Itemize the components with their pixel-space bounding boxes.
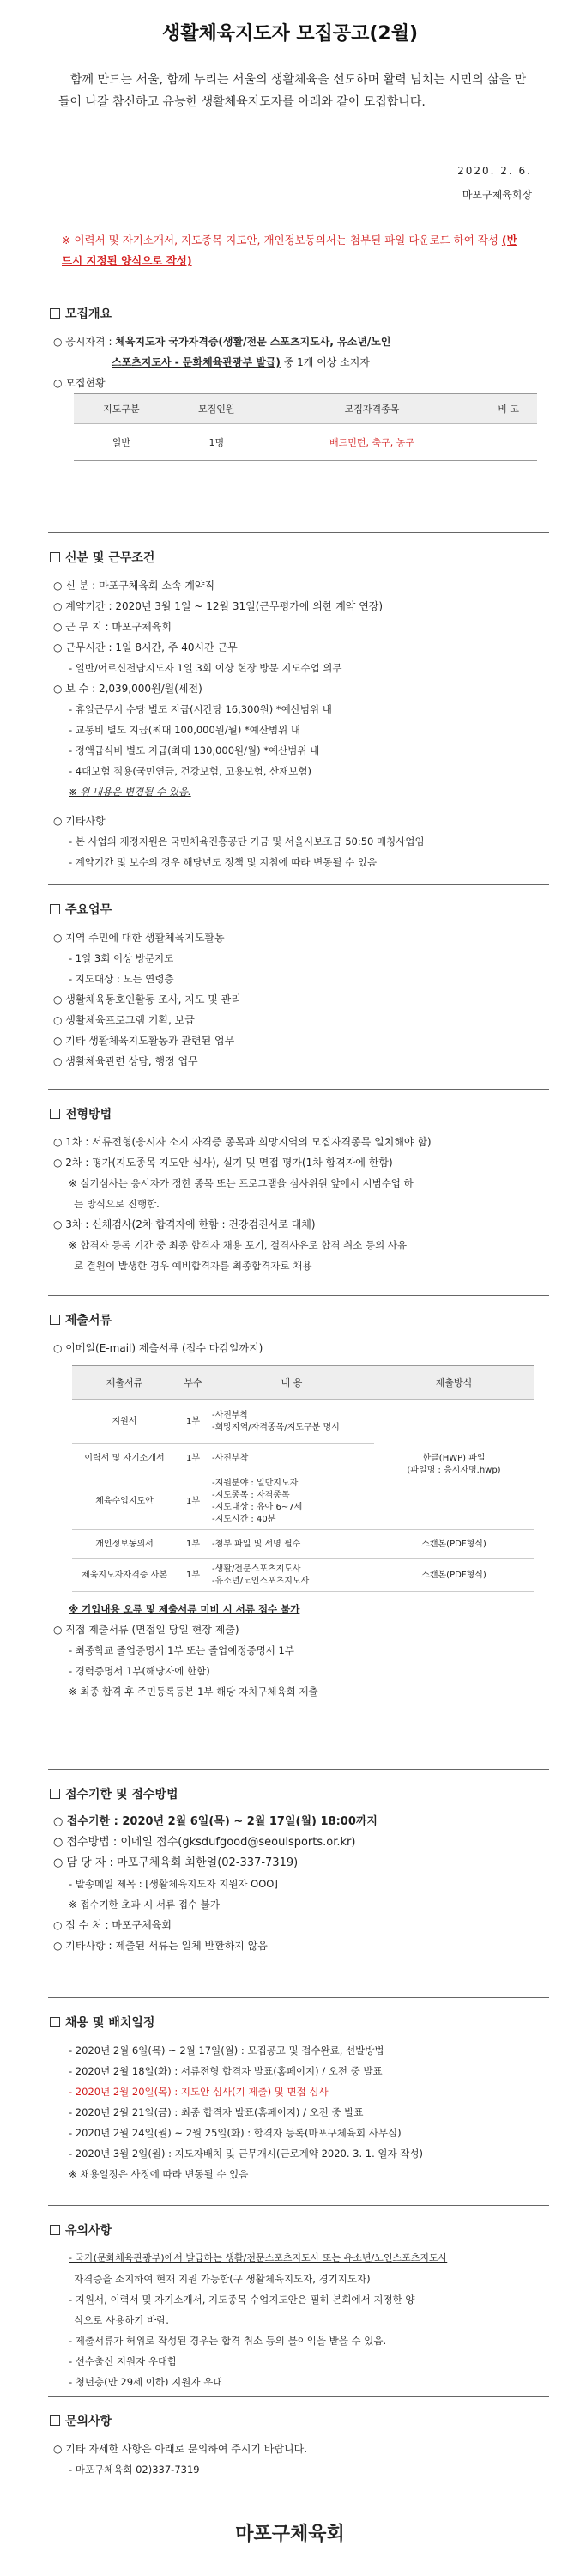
notice-date: 2020. 2. 6.	[457, 165, 532, 177]
list-item: ○ 계약기간 : 2020년 3월 1일 ~ 12월 31일(근무평가에 의한 계약 연장)	[53, 600, 384, 612]
table-row: 체육지도자자격증 사본 1부 -생활/전문스포츠지도사 -유소년/노인스포츠지도사 스캔본(PDF형식)	[72, 1559, 534, 1592]
section-heading: 신분 및 근무조건	[50, 550, 547, 567]
checkbox-icon	[50, 2225, 60, 2235]
section-inquiry	[50, 2413, 547, 2480]
list-item: ○ 기타사항 : 제출된 서류는 일체 반환하지 않음	[53, 1940, 268, 1952]
list-item: - 2020년 2월 24일(월) ~ 2월 25일(화) : 합격자 등록(마포구체육회 사무실)	[69, 2127, 402, 2139]
divider	[48, 1089, 549, 1090]
list-item: - 계약기간 및 보수의 경우 해당년도 정책 및 지침에 따라 변동될 수 있음	[69, 856, 378, 868]
list-item: 로 결원이 발생한 경우 예비합격자를 최종합격자로 채용	[74, 1260, 312, 1272]
documents-table: 제출서류 부수 내 용 제출방식 지원서 1부 -사진부착 -희망지역/자격종목/지도구분 명시 한글(HWP) 파일 (파일명 : 응시자명.hwp) 이력서 및 자기소개서 1부 -사진부착 체육수업지도안 1부 -지원분야 : 일반지도자 -지도종목 : 자격종목 -지도대상 : 유아 6~7세 -지도시간 : 40분 개인정보동의서 1부 -첨부 파일 및 서명 필수 스캔본(PDF형식) 체육지도자자격증 사본 1부 -생활/전문스포츠지도사 -유소년/노인스포츠지도사 스캔본(PDF형식)	[72, 1365, 534, 1592]
list-item: - 2020년 2월 20일(목) : 지도안 심사(기 제출) 및 면접 심사	[69, 2086, 329, 2098]
table-row: 지원서 1부 -사진부착 -희망지역/자격종목/지도구분 명시 한글(HWP) 파일 (파일명 : 응시자명.hwp)	[72, 1400, 534, 1444]
list-item: ○ 생활체육관련 상담, 행정 업무	[53, 1055, 198, 1067]
section-selection	[50, 1106, 547, 1276]
recruit-status-table: 지도구분 모집인원 모집자격종목 비 고 일반 1명 배드민턴, 축구, 농구	[74, 393, 537, 461]
list-item: - 마포구체육회 02)337-7319	[69, 2464, 200, 2476]
submission-method-line: ○ 접수방법 : 이메일 접수(gksdufgood@seoulsports.or.kr)	[53, 1836, 356, 1849]
list-item: ※ 접수기한 초과 시 서류 접수 불가	[69, 1899, 220, 1911]
list-item: ※ 채용일정은 사정에 따라 변동될 수 있음	[69, 2168, 249, 2180]
list-item: - 2020년 3월 2일(월) : 지도자배치 및 근무개시(근로계약 2020. 3. 1. 일자 작성)	[69, 2148, 423, 2160]
list-item: 자격증을 소지하여 현재 지원 가능함(구 생활체육지도자, 경기지도자)	[74, 2273, 371, 2285]
recruit-status-label: ○ 모집현황	[53, 377, 106, 389]
list-item: ○ 1차 : 서류전형(응시자 소지 자격증 종목과 희망지역의 모집자격종목 일치해야 함)	[53, 1136, 432, 1148]
divider	[48, 532, 549, 533]
section-heading: 모집개요	[50, 306, 547, 323]
section-precautions	[50, 2222, 547, 2392]
table-row: 체육수업지도안 1부 -지원분야 : 일반지도자 -지도종목 : 자격종목 -지도대상 : 유아 6~7세 -지도시간 : 40분	[72, 1473, 534, 1530]
list-item: ○ 지역 주민에 대한 생활체육지도활동	[53, 932, 225, 944]
attachment-notice-emphasis: (반드시 지정된 양식으로 작성)	[62, 234, 517, 267]
section-duties	[50, 902, 547, 1072]
checkbox-icon	[50, 1109, 60, 1119]
list-item: - 지도대상 : 모든 연령층	[69, 973, 174, 985]
attachment-notice	[62, 230, 525, 271]
list-item: ○ 기타사항	[53, 815, 106, 827]
list-item: - 1일 3회 이상 방문지도	[69, 952, 174, 964]
qualification-line-cont: 스포츠지도사 - 문화체육관광부 발급) 중 1개 이상 소지자	[112, 356, 370, 368]
list-item: ○ 이메일(E-mail) 제출서류 (접수 마감일까지)	[53, 1342, 263, 1354]
list-item: ○ 근무시간 : 1일 8시간, 주 40시간 근무	[53, 641, 238, 653]
divider	[48, 884, 549, 885]
checkbox-icon	[50, 1315, 60, 1325]
list-item: - 정액급식비 별도 지급(최대 130,000원/월) *예산범위 내	[69, 744, 320, 756]
list-item: ○ 접 수 처 : 마포구체육회	[53, 1919, 172, 1931]
list-item: ○ 보 수 : 2,039,000원/월(세전)	[53, 683, 202, 695]
list-item: - 2020년 2월 21일(금) : 최종 합격자 발표(홈페이지) / 오전 중 발표	[69, 2106, 364, 2118]
list-item: ○ 기타 자세한 사항은 아래로 문의하여 주시기 바랍니다.	[53, 2443, 308, 2455]
intro-paragraph: 함께 만드는 서울, 함께 누리는 서울의 생활체육을 선도하며 활력 넘치는 시민의 삶을 만들어 나갈 참신하고 유능한 생활체육지도자를 아래와 같이 모집합니다.	[58, 73, 527, 109]
list-item: 는 방식으로 진행함.	[74, 1198, 160, 1210]
divider	[48, 1997, 549, 1998]
list-item: - 제출서류가 허위로 작성된 경우는 합격 취소 등의 불이익을 받을 수 있음.	[69, 2335, 387, 2347]
divider	[48, 1769, 549, 1770]
checkbox-icon	[50, 2415, 60, 2426]
page-title: 생활체육지도자 모집공고(2월)	[161, 23, 419, 45]
list-item: ○ 직접 제출서류 (면접일 당일 현장 제출)	[53, 1624, 239, 1636]
divider	[48, 2205, 549, 2206]
section-overview	[50, 306, 547, 461]
list-item: - 4대보험 적용(국민연금, 건강보험, 고용보험, 산재보험)	[69, 765, 311, 777]
section-heading: 문의사항	[50, 2413, 547, 2430]
divider	[48, 2396, 549, 2397]
list-item: - 교통비 별도 지급(최대 100,000원/월) *예산범위 내	[69, 724, 300, 736]
checkbox-icon	[50, 1789, 60, 1799]
divider	[48, 1295, 549, 1296]
section-heading: 주요업무	[50, 902, 547, 919]
section-conditions	[50, 550, 547, 872]
section-heading: 전형방법	[50, 1106, 547, 1123]
list-item: ○ 생활체육프로그램 기획, 보급	[53, 1014, 195, 1026]
list-item: - 발송메일 제목 : [생활체육지도자 지원자 OOO]	[69, 1878, 278, 1890]
list-item: ○ 생활체육동호인활동 조사, 지도 및 관리	[53, 993, 241, 1005]
issuer: 마포구체육회장	[462, 189, 532, 201]
list-item: - 청년층(만 29세 이하) 지원자 우대	[69, 2376, 223, 2388]
section-heading: 채용 및 배치일정	[50, 2014, 547, 2032]
list-item: - 일반/어르신전담지도자 1일 3회 이상 현장 방문 지도수업 의무	[69, 662, 342, 674]
table-row: 이력서 및 자기소개서 1부 -사진부착	[72, 1444, 534, 1473]
list-item: - 휴일근무시 수당 별도 지급(시간당 16,300원) *예산범위 내	[69, 703, 332, 715]
list-item: - 국가(문화체육관광부)에서 발급하는 생활/전문스포츠지도사 또는 유소년/노인스포츠지도사	[69, 2252, 448, 2263]
checkbox-icon	[50, 552, 60, 562]
list-item: ○ 신 분 : 마포구체육회 소속 계약직	[53, 580, 215, 592]
section-heading: 접수기한 및 접수방법	[50, 1786, 547, 1803]
list-item: ※ 위 내용은 변경될 수 있음.	[69, 786, 191, 798]
list-item: ※ 최종 합격 후 주민등록등본 1부 해당 자치구체육회 제출	[69, 1686, 318, 1698]
list-item: - 선수출신 지원자 우대함	[69, 2355, 178, 2367]
list-item: - 본 사업의 재정지원은 국민체육진흥공단 기금 및 서울시보조금 50:50 매칭사업임	[69, 835, 425, 848]
checkbox-icon	[50, 2017, 60, 2027]
list-item: ○ 3차 : 신체검사(2차 합격자에 한함 : 건강검진서로 대체)	[53, 1218, 316, 1230]
table-row: 일반 1명 배드민턴, 축구, 농구	[74, 424, 537, 461]
list-item: - 최종학교 졸업증명서 1부 또는 졸업예정증명서 1부	[69, 1644, 294, 1656]
contact-person-line: ○ 담 당 자 : 마포구체육회 최한얼(02-337-7319)	[53, 1856, 299, 1869]
checkbox-icon	[50, 904, 60, 914]
section-heading: 유의사항	[50, 2222, 547, 2239]
checkbox-icon	[50, 308, 60, 319]
list-item: ○ 기타 생활체육지도활동과 관련된 업무	[53, 1035, 235, 1047]
list-item: - 2020년 2월 6일(목) ~ 2월 17일(월) : 모집공고 및 접수완료, 선발방법	[69, 2044, 384, 2057]
section-application	[50, 1786, 547, 1956]
list-item: - 경력증명서 1부(해당자에 한함)	[69, 1665, 210, 1677]
list-item: ○ 2차 : 평가(지도종목 지도안 심사), 실기 및 면접 평가(1차 합격자에 한함)	[53, 1157, 393, 1169]
list-item: 식으로 사용하기 바람.	[74, 2314, 169, 2326]
list-item: - 2020년 2월 18일(화) : 서류전형 합격자 발표(홈페이지) / 오전 중 발표	[69, 2065, 383, 2077]
list-item: ○ 근 무 지 : 마포구체육회	[53, 621, 172, 633]
section-documents	[50, 1312, 547, 1702]
list-item: ※ 합격자 등록 기간 중 최종 합격자 채용 포기, 결격사유로 합격 취소 등의 사유	[69, 1239, 408, 1251]
section-schedule	[50, 2014, 547, 2184]
list-item: ※ 실기심사는 응시자가 정한 종목 또는 프로그램을 심사위원 앞에서 시범수업 하	[69, 1177, 414, 1189]
attachment-notice-text: ※ 이력서 및 자기소개서, 지도종목 지도안, 개인정보동의서는 첨부된 파일 다운로드 하여 작성	[62, 234, 502, 246]
footer-org-name: 마포구체육회	[235, 2524, 345, 2545]
documents-warning: ※ 기입내용 오류 및 제출서류 미비 시 서류 접수 불가	[69, 1603, 300, 1615]
qualification-line: ○ 응시자격 : 체육지도자 국가자격증(생활/전문 스포츠지도사, 유소년/노인	[53, 336, 391, 348]
section-heading: 제출서류	[50, 1312, 547, 1329]
list-item: - 지원서, 이력서 및 자기소개서, 지도종목 수업지도안은 필히 본회에서 지정한 양	[69, 2293, 415, 2306]
table-row: 개인정보동의서 1부 -첨부 파일 및 서명 필수 스캔본(PDF형식)	[72, 1530, 534, 1559]
deadline-line: ○ 접수기한 : 2020년 2월 6일(목) ~ 2월 17일(월) 18:00까지	[53, 1815, 378, 1828]
